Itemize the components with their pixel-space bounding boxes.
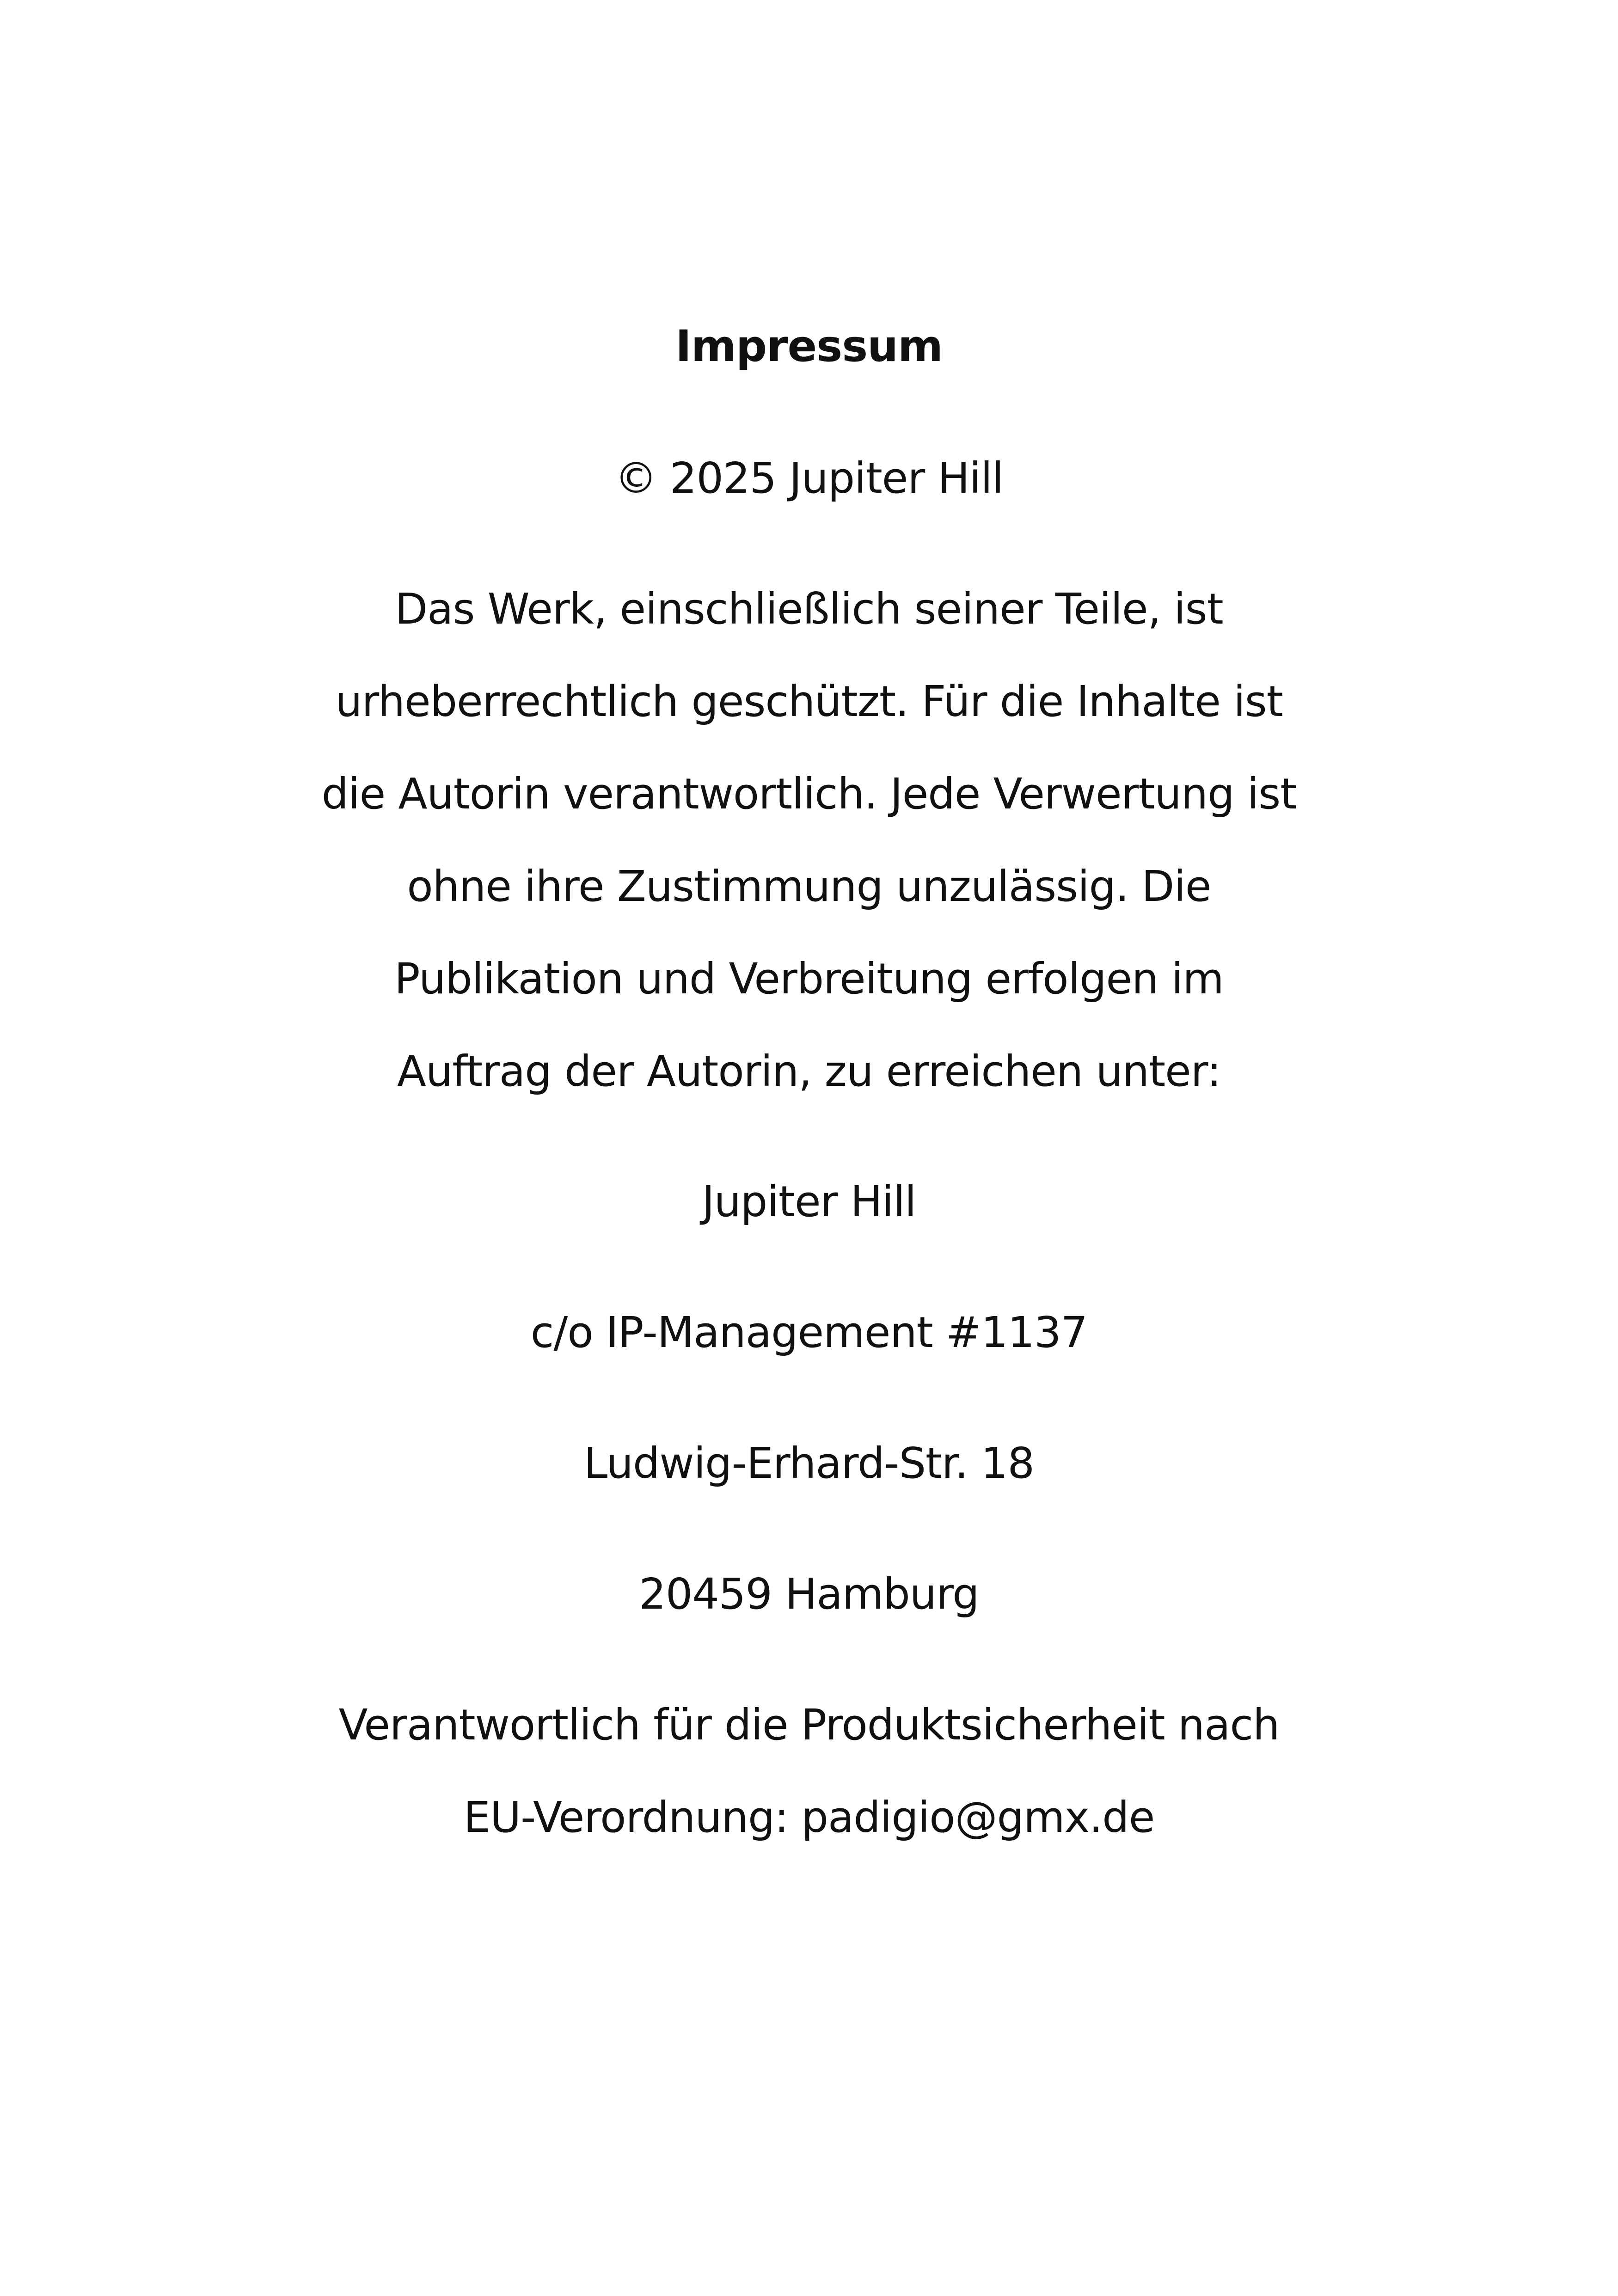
- address-city: 20459 Hamburg: [639, 1569, 979, 1619]
- safety-line-2: EU-Verordnung: padigio@gmx.de: [463, 1793, 1155, 1842]
- copyright-line: © 2025 Jupiter Hill: [614, 453, 1004, 503]
- statement-line-3: die Autorin verantwortlich. Jede Verwertung ist: [321, 769, 1297, 819]
- address-street: Ludwig-Erhard-Str. 18: [584, 1439, 1034, 1488]
- statement-line-1: Das Werk, einschließlich seiner Teile, ist: [395, 584, 1223, 634]
- safety-line-1: Verantwortlich für die Produktsicherheit nach: [338, 1700, 1280, 1750]
- address-care-of: c/o IP-Management #1137: [530, 1308, 1088, 1357]
- statement-line-4: ohne ihre Zustimmung unzulässig. Die: [407, 862, 1211, 911]
- statement-line-6: Auftrag der Autorin, zu erreichen unter:: [397, 1047, 1221, 1096]
- statement-line-2: urheberrechtlich geschützt. Für die Inhalte ist: [335, 677, 1283, 726]
- address-name: Jupiter Hill: [702, 1177, 916, 1226]
- statement-line-5: Publikation und Verbreitung erfolgen im: [394, 954, 1224, 1004]
- page-title: Impressum: [675, 321, 943, 372]
